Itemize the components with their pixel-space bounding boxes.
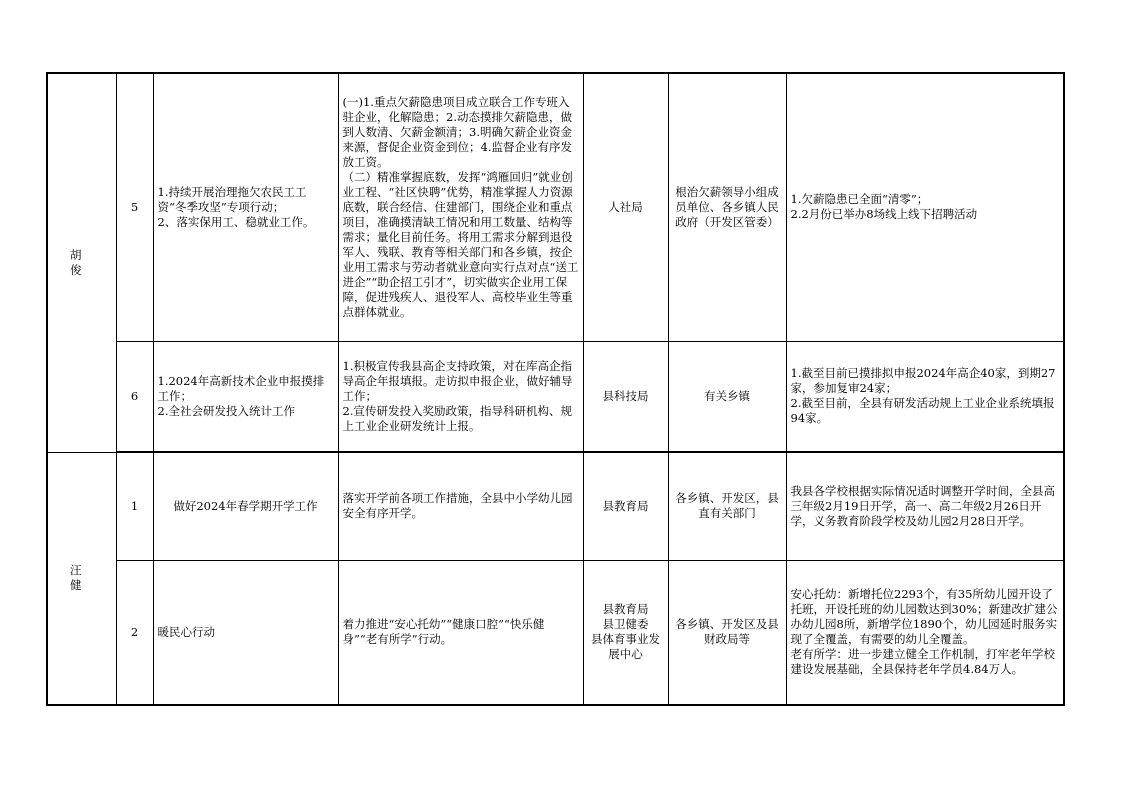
lead-unit-cell: 人社局 (583, 73, 668, 341)
lead-unit-cell: 县教育局 县卫健委 县体育事业发展中心 (583, 560, 668, 705)
work-progress-table (46, 72, 1065, 706)
task-cell: 1.持续开展治理拖欠农民工工资“冬季攻坚”专项行动； 2、落实保用工、稳就业工作。 (153, 73, 338, 341)
leader-cell: 胡 俊 (47, 73, 116, 452)
task-cell: 做好2024年春学期开学工作 (153, 452, 338, 560)
task-cell: 暖民心行动 (153, 560, 338, 705)
lead-unit-cell: 县科技局 (583, 341, 668, 452)
progress-cell: 我县各学校根据实际情况适时调整开学时间，全县高三年级2月19日开学，高一、高二年级2月26日开学，义务教育阶段学校及幼儿园2月28日开学。 (786, 452, 1064, 560)
item-number: 6 (116, 341, 153, 452)
measures-cell: 落实开学前各项工作措施，全县中小学幼儿园安全有序开学。 (338, 452, 583, 560)
lead-unit-cell: 县教育局 (583, 452, 668, 560)
item-number: 2 (116, 560, 153, 705)
table-row (47, 560, 1064, 705)
measures-cell: 1.积极宣传我县高企支持政策，对在库高企指导高企年报填报。走访拟申报企业，做好辅导工作； 2.宣传研发投入奖励政策，指导科研机构、规上工业企业研发统计上报。 (338, 341, 583, 452)
coop-unit-cell: 各乡镇、开发区及县财政局等 (668, 560, 786, 705)
item-number: 5 (116, 73, 153, 341)
table-row (47, 452, 1064, 560)
coop-unit-cell: 根治欠薪领导小组成员单位、各乡镇人民政府（开发区管委） (668, 73, 786, 341)
progress-cell: 1.欠薪隐患已全面“清零”； 2.2月份已举办8场线上线下招聘活动 (786, 73, 1064, 341)
leader-cell: 汪 健 (47, 452, 116, 705)
coop-unit-cell: 各乡镇、开发区，县直有关部门 (668, 452, 786, 560)
coop-unit-cell: 有关乡镇 (668, 341, 786, 452)
task-cell: 1.2024年高新技术企业申报摸排工作； 2.全社会研发投入统计工作 (153, 341, 338, 452)
progress-cell: 1.截至目前已摸排拟申报2024年高企40家，到期27家，参加复审24家； 2.截至目前，全县有研发活动规上工业企业系统填报94家。 (786, 341, 1064, 452)
measures-cell: (一)1.重点欠薪隐患项目成立联合工作专班入驻企业，化解隐患；2.动态摸排欠薪隐患，做到人数清、欠薪金额清；3.明确欠薪企业资金来源，督促企业资金到位；4.监督企业有序发放工资。 （二）精准掌握底数，发挥“鸿雁回归”就业创业工程、“社区快聘”优势，精准掌握人力资源底数，联合经信、住建部门，围绕企业和重点项目，准确摸清缺工情况和用工数量、结构等需求；量化目前任务。将用工需求分解到退役军人、残联、教育等相关部门和各乡镇，按企业用工需求与劳动者就业意向实行点对点“送工进企”“助企招工引才”，切实做实企业用工保障，促进残疾人、退役军人、高校毕业生等重点群体就业。 (338, 73, 583, 341)
measures-cell: 着力推进“安心托幼”“健康口腔”“快乐健身”“老有所学”行动。 (338, 560, 583, 705)
table-row (47, 73, 1064, 341)
item-number: 1 (116, 452, 153, 560)
table-row (47, 341, 1064, 452)
progress-cell: 安心托幼：新增托位2293个，有35所幼儿园开设了托班，开设托班的幼儿园数达到30%；新建改扩建公办幼儿园8所，新增学位1890个，幼儿园延时服务实现了全覆盖，有需要的幼儿全覆盖。 老有所学：进一步建立健全工作机制，打牢老年学校建设发展基础，全县保持老年学员4.84万人。 (786, 560, 1064, 705)
